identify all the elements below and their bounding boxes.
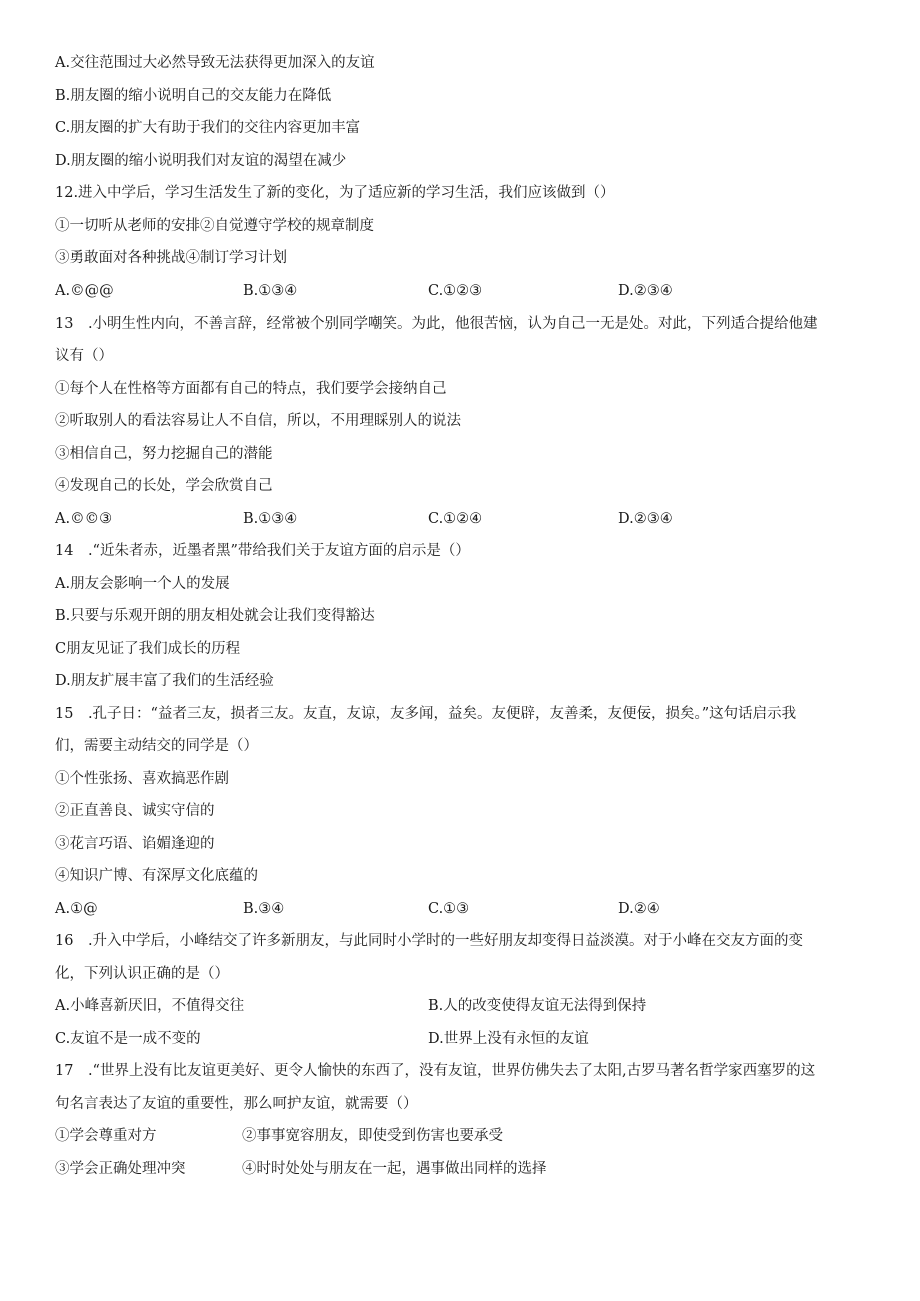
q11-option-b: B.朋友圈的缩小说明自己的交友能力在降低 — [55, 88, 332, 104]
q15-option-b: B.③④ — [243, 901, 285, 917]
q17-item-3: ③学会正确处理冲突 — [55, 1161, 186, 1177]
q11-option-c: C.朋友圈的扩大有助于我们的交往内容更加丰富 — [55, 120, 361, 136]
q13-item-1: ①每个人在性格等方面都有自己的特点，我们要学会接纳自己 — [55, 381, 447, 397]
q13-option-d: D.②③④ — [618, 511, 673, 527]
q16-option-d: D.世界上没有永恒的友谊 — [428, 1031, 589, 1047]
q11-option-a: A.交往范围过大必然导致无法获得更加深入的友谊 — [55, 55, 375, 71]
q14-option-c: C朋友见证了我们成长的历程 — [55, 641, 241, 657]
q15-option-c: C.①③ — [428, 901, 470, 917]
q17-stem-line2: 句名言表达了友谊的重要性，那么呵护友谊，就需要（） — [55, 1096, 418, 1112]
q13-item-3: ③相信自己，努力挖掘自己的潜能 — [55, 446, 273, 462]
q15-item-3: ③花言巧语、谄媚逢迎的 — [55, 836, 215, 852]
q13-item-2: ②听取别人的看法容易让人不自信，所以，不用理睬别人的说法 — [55, 413, 461, 429]
q15-item-4: ④知识广博、有深厚文化底蕴的 — [55, 868, 258, 884]
q12-stem: 12.进入中学后，学习生活发生了新的变化，为了适应新的学习生活，我们应该做到（） — [55, 185, 615, 201]
q12-option-a: A.©@@ — [55, 283, 114, 299]
q15-item-2: ②正直善良、诚实守信的 — [55, 803, 215, 819]
q17-item-2: ②事事宽容朋友，即使受到伤害也要承受 — [242, 1128, 503, 1144]
q13-stem-line2: 议有（） — [55, 348, 113, 364]
q15-stem-line1: 15 .孔子日：“益者三友，损者三友。友直，友谅，友多闻，益矣。友便辟，友善柔，友便佞，损矣。”这句话启示我 — [55, 706, 797, 722]
q16-option-a: A.小峰喜新厌旧，不值得交往 — [55, 998, 245, 1014]
q17-item-1: ①学会尊重对方 — [55, 1128, 157, 1144]
q12-item-2: ③勇敢面对各种挑战④制订学习计划 — [55, 250, 287, 266]
q15-option-d: D.②④ — [618, 901, 660, 917]
q12-option-b: B.①③④ — [243, 283, 298, 299]
q15-item-1: ①个性张扬、喜欢搞恶作剧 — [55, 771, 229, 787]
q13-option-c: C.①②④ — [428, 511, 483, 527]
q17-stem-line1: 17 .“世界上没有比友谊更美好、更令人愉快的东西了，没有友谊，世界仿佛失去了太阳,古罗马著名哲学家西塞罗的这 — [55, 1063, 816, 1079]
q12-item-1: ①一切听从老师的安排②自觉遵守学校的规章制度 — [55, 218, 374, 234]
q12-option-d: D.②③④ — [618, 283, 673, 299]
q14-option-a: A.朋友会影响一个人的发展 — [55, 576, 230, 592]
q15-stem-line2: 们，需要主动结交的同学是（） — [55, 738, 258, 754]
q15-option-a: A.①@ — [55, 901, 98, 917]
q12-option-c: C.①②③ — [428, 283, 483, 299]
q14-option-b: B.只要与乐观开朗的朋友相处就会让我们变得豁达 — [55, 608, 375, 624]
q16-stem-line1: 16 .升入中学后，小峰结交了许多新朋友，与此同时小学时的一些好朋友却变得日益淡漠。对于小峰在交友方面的变 — [55, 933, 804, 949]
q13-option-a: A.©©③ — [55, 511, 113, 527]
q13-option-b: B.①③④ — [243, 511, 298, 527]
q17-item-4: ④时时处处与朋友在一起，遇事做出同样的选择 — [242, 1161, 547, 1177]
q14-option-d: D.朋友扩展丰富了我们的生活经验 — [55, 673, 274, 689]
q13-item-4: ④发现自己的长处，学会欣赏自己 — [55, 478, 273, 494]
q14-stem: 14 .“近朱者赤，近墨者黑”带给我们关于友谊方面的启示是（） — [55, 543, 470, 559]
q16-option-c: C.友谊不是一成不变的 — [55, 1031, 201, 1047]
q13-stem-line1: 13 .小明生性内向，不善言辞，经常被个别同学嘲笑。为此，他很苦恼，认为自己一无是处。对此，下列适合提给他建 — [55, 316, 818, 332]
q16-stem-line2: 化，下列认识正确的是（） — [55, 966, 229, 982]
q11-option-d: D.朋友圈的缩小说明我们对友谊的渴望在减少 — [55, 153, 347, 169]
q16-option-b: B.人的改变使得友谊无法得到保持 — [428, 998, 647, 1014]
